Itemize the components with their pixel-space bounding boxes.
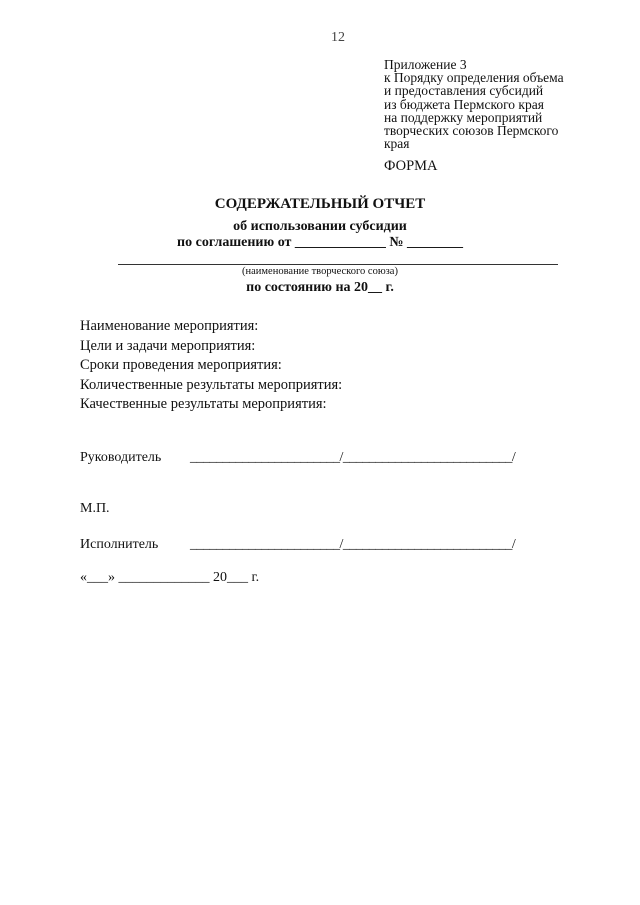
field-quantitative-results: Количественные результаты мероприятия: (80, 376, 343, 393)
union-name-line (118, 264, 558, 265)
appendix-line: творческих союзов Пермского (384, 123, 559, 139)
field-event-name: Наименование мероприятия: (80, 318, 259, 334)
stamp-label: М.П. (80, 501, 110, 516)
executor-label: Исполнитель (80, 537, 159, 552)
field-goals: Цели и задачи мероприятия: (80, 337, 256, 354)
date-line: «___» _____________ 20___ г. (80, 570, 260, 585)
executor-signature-line: _______________________/__________________________/ (190, 537, 516, 552)
head-signature-line: _______________________/__________________________/ (190, 450, 516, 465)
head-label: Руководитель (80, 450, 162, 465)
appendix-block (384, 58, 564, 150)
as-of-line: по состоянию на 20__ г. (246, 280, 394, 295)
field-dates: Сроки проведения мероприятия: (80, 357, 282, 373)
fields-list (80, 317, 342, 415)
agreement-line: по соглашению от _____________ № ________ (177, 235, 463, 250)
appendix-line: из бюджета Пермского края (384, 96, 544, 112)
report-subtitle: об использовании субсидии (233, 219, 407, 234)
appendix-line: Приложение 3 (384, 57, 467, 72)
appendix-line: края (384, 136, 410, 152)
appendix-line: к Порядку определения объема (384, 70, 564, 86)
appendix-line: на поддержку мероприятий (384, 109, 543, 125)
form-label: ФОРМА (384, 158, 438, 174)
appendix-line: и предоставления субсидий (384, 83, 544, 99)
union-name-caption: (наименование творческого союза) (242, 266, 398, 277)
report-title: СОДЕРЖАТЕЛЬНЫЙ ОТЧЕТ (214, 196, 426, 212)
page-number: 12 (331, 30, 345, 45)
field-qualitative-results: Качественные результаты мероприятия: (80, 396, 327, 412)
